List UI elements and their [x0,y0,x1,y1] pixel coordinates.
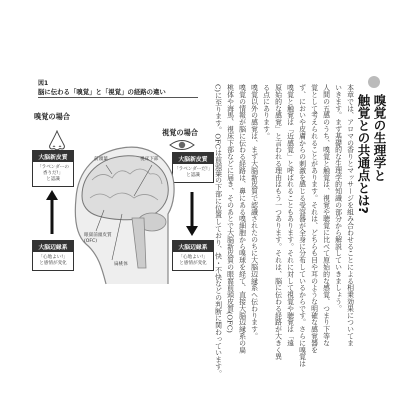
label-ofc-line-1: 眼窩前頭皮質 [84,233,112,238]
left-limbic-box [32,240,74,271]
right-limbic-box [172,240,214,271]
left-limbic-text [33,252,73,270]
nose-icon [44,130,70,152]
body-column-5: ず、においや皮膚からの刺激を感じる受容器が全身に分布しているからです。さらに嗅覚は [297,84,306,367]
right-neocortex-text [173,164,213,182]
left-limbic-head: 大脳辺縁系 [33,241,73,252]
left-limbic-line-2: と感情が変化 [39,261,67,266]
right-neocortex-box [172,152,214,183]
vision-title: 視覚の場合 [162,128,198,137]
left-neocortex-head: 大脳新皮質 [33,151,73,162]
figure-label: 図1 [38,80,49,87]
body-column-3: 人間の五感のうち、嗅覚と触覚は、視覚や聴覚に比べて原始的な感覚、つまり下等な [321,84,330,347]
olfaction-title: 嗅覚の場合 [34,112,70,121]
left-neocortex-line-1: 「ラベンダーの [37,165,69,170]
body-column-8: る点にあります。 [261,84,270,140]
label-amygdala: 扁桃体 [114,262,128,267]
body-column-2: いきます。まず基礎的な生理学的知識の部分から解説していきましょう。 [333,84,342,312]
right-limbic-head: 大脳辺縁系 [173,241,213,252]
right-limbic-line-1: 「心地よい!」 [178,255,208,260]
left-neocortex-box [32,150,74,187]
left-neocortex-text [33,162,73,186]
body-column-11: 桃体や海馬、視床下部などに届き、そのあとで大脳新皮質の眼窩前頭皮質(OFC) [225,84,234,333]
left-neocortex-line-2: 香りだ!」 [42,171,64,176]
label-ofc [84,233,112,244]
figure-title: 脳に伝わる「嗅覚」と「視覚」の経路の違い [38,88,166,96]
section-heading-line-1: 嗅覚の生理学と [372,94,387,182]
body-column-12: C)に至ります。OFCは前頭葉の下部に位置しており、快・不快などの判断に関わっています。 [213,84,222,377]
left-up-arrow [46,190,58,236]
left-limbic-line-1: 「心地よい!」 [38,255,68,260]
label-frontal-lobe: 前頭葉 [94,157,108,162]
body-column-7: 原始的な感覚」と言われる理由はもう一つあります。それは、脳に伝わる経路が大きく異 [273,84,282,360]
section-heading-line-2: 触覚との共通点とは? [356,94,371,214]
body-column-10: 嗅覚の情報が脳に伝わる経路は、鼻にある嗅細胞から嗅球を経て、直接大脳辺縁系の扁 [237,84,246,354]
label-ofc-line-2: (OFC) [84,238,98,244]
heading-marker-icon [368,76,380,88]
body-column-4: 覚として考えられることがあります。それは、どちらも目や耳のような明確な感覚器を [309,84,318,354]
right-neocortex-line-1: 「ラベンダーだ!」 [174,167,213,172]
right-neocortex-line-2: と認識 [186,173,200,178]
body-column-1: 本章では、アロマの香りとマッサージを組み合わせることによる相乗効果についてま [345,84,354,347]
left-neocortex-line-3: と認識 [46,177,60,182]
body-column-9: 嗅覚以外の感覚は、まず大脳新皮質で認識されたのちに大脳辺縁系へ伝わります。 [249,84,258,340]
right-neocortex-head: 大脳新皮質 [173,153,213,164]
right-down-arrow [186,190,198,236]
figure-title-rule [38,97,198,98]
right-limbic-line-2: と感情が変化 [179,261,207,266]
right-limbic-text [173,252,213,270]
body-column-6: 嗅覚と触覚は「近感覚」と呼ばれることもあります。それに対して視覚や聴覚は「遠 [285,84,294,347]
label-hypothalamus: 視床下部 [140,157,159,162]
